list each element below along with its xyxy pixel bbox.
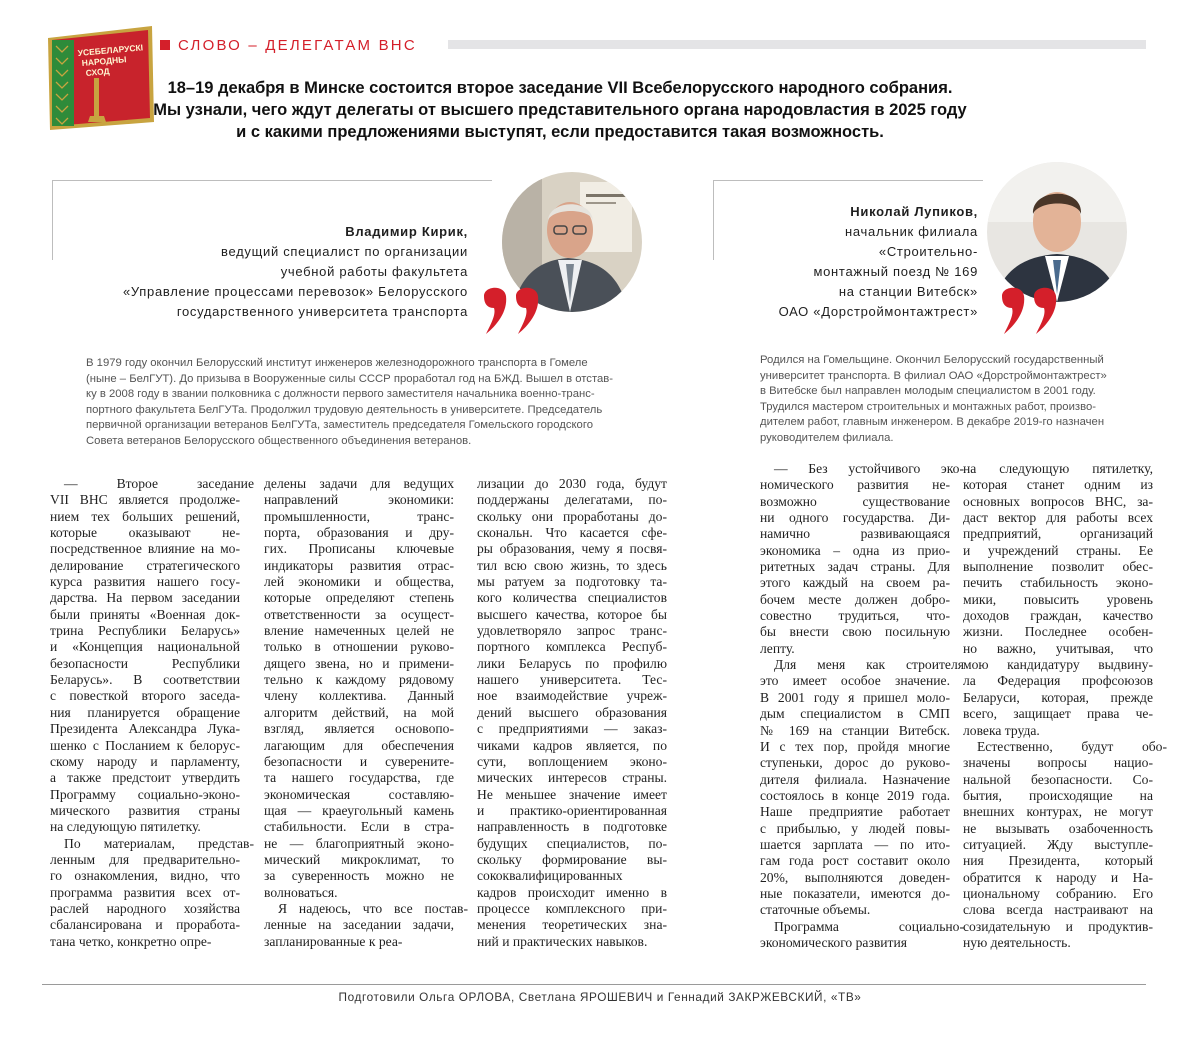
footer-rule [42,984,1146,985]
right-person-caption: Николай Лупиков, начальник филиала «Строительно- монтажный поезд № 169 на станции Витебск» ОАО «Дорстроймонтажтрест» [778,204,978,319]
left-bio: В 1979 году окончил Белорусский институт инженеров железнодорожного транспорта в Гомеле (ныне – БелГУТ). До призыва в Вооруженные силы СССР проработал год на БЖД. Вышел в отстав- ку в 2008 году в звании полковника с должности первого заместителя начальника военно-транс- портного факультета БелГУТа. Продолжил трудовую деятельность в университете. Председатель первичной организации ветеранов БелГУТа, заместитель председателя Гомельского городского Совета ветеранов Белорусского общественного объединения ветеранов. [86,357,614,447]
emblem-text-line-3: СХОД [85,65,110,78]
rubric-header [160,35,417,55]
right-article-column-1: — Без устойчивого эко- номического развития не- возможно существование ни одного государства. Ди- намично развивающаяся экономика – одна из прио- ритетных задач страны. Для этого каждый на своем ра- бочем месте должен добро- совестно трудиться, что- бы внести свою посильную лепту. Для меня как строителя это имеет особое значение. В 2001 году я пришел моло- дым специалистом в СМП № 169 на станции Витебск. И с тех пор, пройдя многие ступеньки, дорос до руково- дителя филиала. Назначение состоялось в конце 2019 года. Наше предприятие работает с прибылью, у людей повы- шается зарплата — по ито- гам года рост составит около 20%, выполняются доведен- ные показатели, имеются до- статочные объемы. Программа социально- экономического развития [760,461,964,950]
right-quote-mark-icon [998,282,1068,342]
left-person-caption: Владимир Кирик, ведущий специалист по организации учебной работы факультета «Управление процессами перевозок» Белорусского государственного университета транспорта [122,224,468,319]
right-portrait-photo [987,162,1127,302]
emblem-text-line-2: НАРОДНЫ [81,54,127,68]
right-bio: Родился на Гомельщине. Окончил Белорусский государственный университет транспорта. В филиал ОАО «Дорстроймонтажтрест» в Витебске был направлен молодым специалистом в 2001 году. Трудился мастером строительных и монтажных работ, произво- дителем работ, главным инженером. В декабре 2019-го назначен руководителем филиала. [760,354,1107,444]
assembly-emblem-logo [42,18,160,134]
rubric-marker-icon [160,40,170,50]
left-header-rule [52,180,492,181]
left-article-column-1: — Второе заседание VII ВНС является продолже- нием тех больших решений, которые оказывают не- посредственное влияние на мо- делирование стратегического курса развития нашего госу- дарства. На первом заседании были приняты «Военная док- трина Республики Беларусь» и «Концепция национальной безопасности Республики Беларусь». В соответствии с повесткой второго заседа- ния планируется обращение Президента Александра Лука- шенко с Посланием к белорус- скому народу и парламенту, а также предстоит утвердить Программу социально-эконо- мического развития страны на следующую пятилетку. По материалам, представ- ленным для предварительно- го ознакомления, видно, что программа развития всех от- раслей народного хозяйства сбалансирована и проработа- тана четко, конкретно опре- [50,476,254,949]
left-quote-mark-icon [480,282,550,342]
author-credit: Подготовили Ольга ОРЛОВА, Светлана ЯРОШЕВИЧ и Геннадий ЗАКРЖЕВСКИЙ, «ТВ» [338,990,862,1004]
rubric-bar [448,40,1146,49]
right-article-column-2: на следующую пятилетку, которая станет одним из основных вопросов ВНС, за- даст вектор для работы всех предприятий, организаций и учреждений страны. Ее выполнение позволит обес- печить стабильность эконо- мики, повысить уровень доходов граждан, качество жизни. Последнее особен- но важно, учитывая, что мою кандидатуру выдвину- ла Федерация профсоюзов Беларуси, которая, прежде всего, защищает права че- ловека труда. Естественно, будут обо- значены вопросы нацио- нальной безопасности. Со- бытия, происходящие на внешних контурах, не могут не вызывать озабоченность ситуацией. Жду выступле- ния Президента, который обратится к народу и На- циональному собранию. Его слова всегда настраивают на созидательную и продуктив- ную деятельность. [963,461,1167,950]
left-article-column-2: делены задачи для ведущих направлений экономики: промышленности, транс- порта, образования и дру- гих. Прописаны ключевые индикаторы развития отрас- лей экономики и общества, которые определяют степень ответственности за осущест- вление намеченных целей не только в отношении руково- дящего звена, но и примени- тельно к каждому рядовому члену коллектива. Данный алгоритм действий, на мой взгляд, является основопо- лагающим для обеспечения безопасности и суверените- та нашего государства, где экономическая составляю- щая — краеугольный камень стабильности. Если в стра- не — благоприятный эконо- мический микроклимат, то за суверенность можно не волноваться. Я надеюсь, что все постав- ленные на заседании задачи, запланированные к реа- [264,476,468,949]
left-article-column-3: лизации до 2030 года, будут поддержаны делегатами, по- скольку они проработаны до- скональн. Что касается сфе- ры образования, чему я посвя- тил всю свою жизнь, то здесь мы ратуем за подготовку та- кого количества специалистов высшего качества, которое бы удовлетворяло запрос транс- портного комплекса Респуб- лики Беларусь по профилю нашего университета. Тес- ное взаимодействие учреж- дений высшего образования с предприятиями — заказ- чиками кадров является, по сути, воплощением эконо- мических интересов страны. Не меньшее значение имеет и практико-ориентированная направленность в подготовке будущих специалистов, по- скольку формирование вы- сококвалифицированных кадров происходит именно в процессе комплексного при- менения теоретических зна- ний и практических навыков. [477,476,667,949]
right-header-vrule [713,180,714,260]
right-person-name: Николай Лупиков, [850,204,978,219]
rubric-title: СЛОВО – ДЕЛЕГАТАМ ВНС [178,36,417,54]
lead-paragraph: 18–19 декабря в Минске состоится второе заседание VII Всебелорусского народного собрания. Мы узнали, чего ждут делегаты от высшего представительного органа народовластия в 2025 году и с какими предложениями выступят, если предоставится такая возможность. [153,79,967,141]
left-person-name: Владимир Кирик, [345,224,468,239]
right-header-rule [713,180,983,181]
left-header-vrule [52,180,53,260]
emblem-text-line-1: УСЕБЕЛАРУСКІ [77,42,144,58]
